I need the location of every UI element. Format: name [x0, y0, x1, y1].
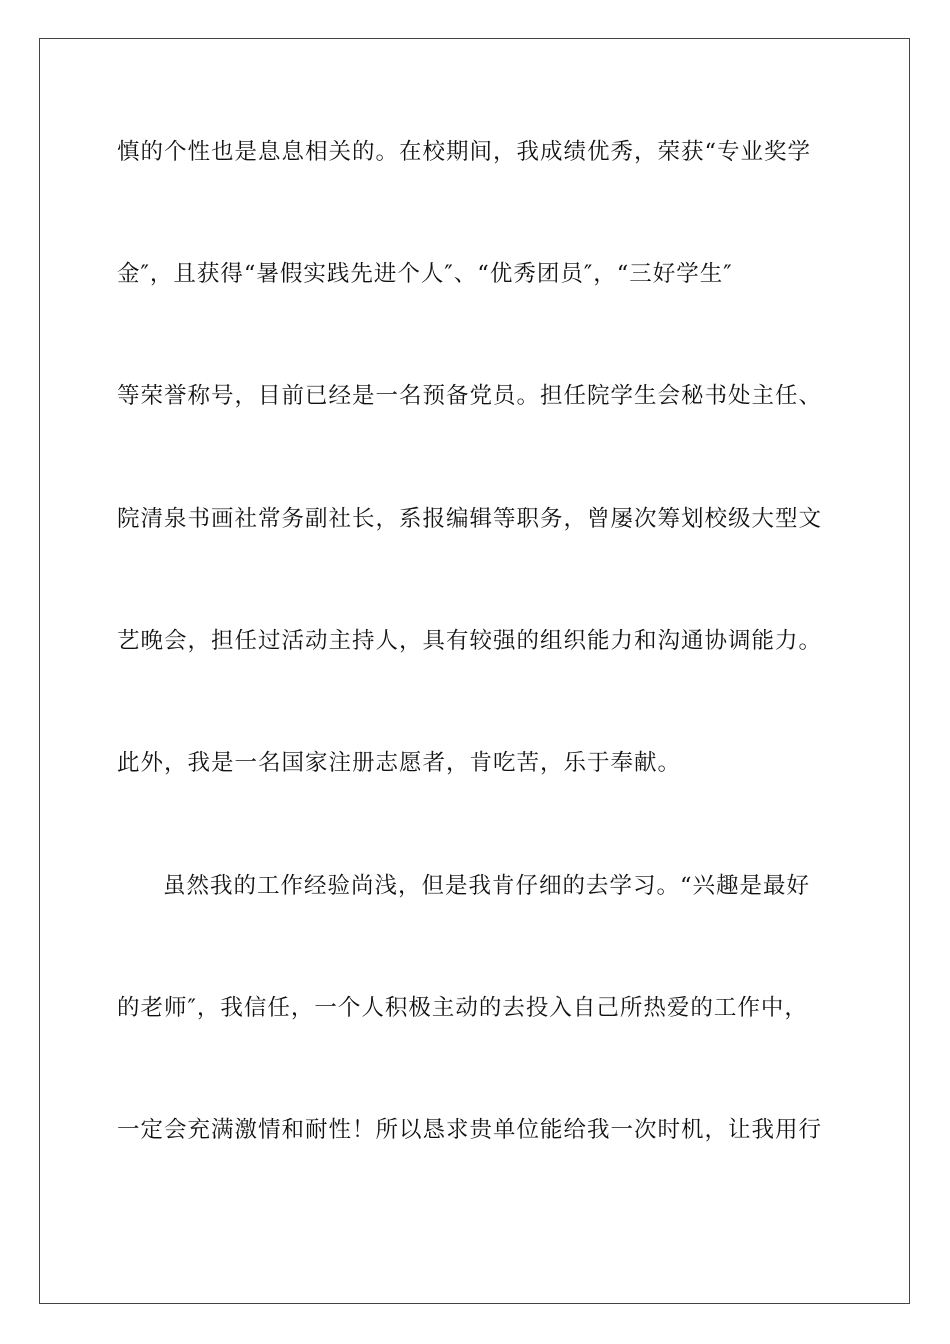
paragraph-first-line: 虽然我的工作经验尚浅，但是我肯仔细的去学习。“兴趣是最好 — [163, 873, 811, 899]
body-text-line-5: 艺晚会，担任过活动主持人，具有较强的组织能力和沟通协调能力。 — [117, 628, 823, 654]
body-text-line-1: 慎的个性也是息息相关的。在校期间，我成绩优秀，荣获“专业奖学 — [117, 139, 812, 165]
body-text-line-4: 院清泉书画社常务副社长，系报编辑等职务，曾屡次筹划校级大型文 — [117, 506, 823, 532]
body-text-line-8: 的老师″，我信任，一个人积极主动的去投入自己所热爱的工作中， — [117, 995, 808, 1021]
body-text-line-2: 金″，且获得“暑假实践先进个人″、“优秀团员″，“三好学生″ — [117, 261, 733, 287]
body-text-line-3: 等荣誉称号，目前已经是一名预备党员。担任院学生会秘书处主任、 — [117, 383, 823, 409]
body-text-line-9: 一定会充满激情和耐性！所以恳求贵单位能给我一次时机，让我用行 — [117, 1117, 823, 1143]
body-text-line-6: 此外，我是一名国家注册志愿者，肯吃苦，乐于奉献。 — [117, 750, 682, 776]
